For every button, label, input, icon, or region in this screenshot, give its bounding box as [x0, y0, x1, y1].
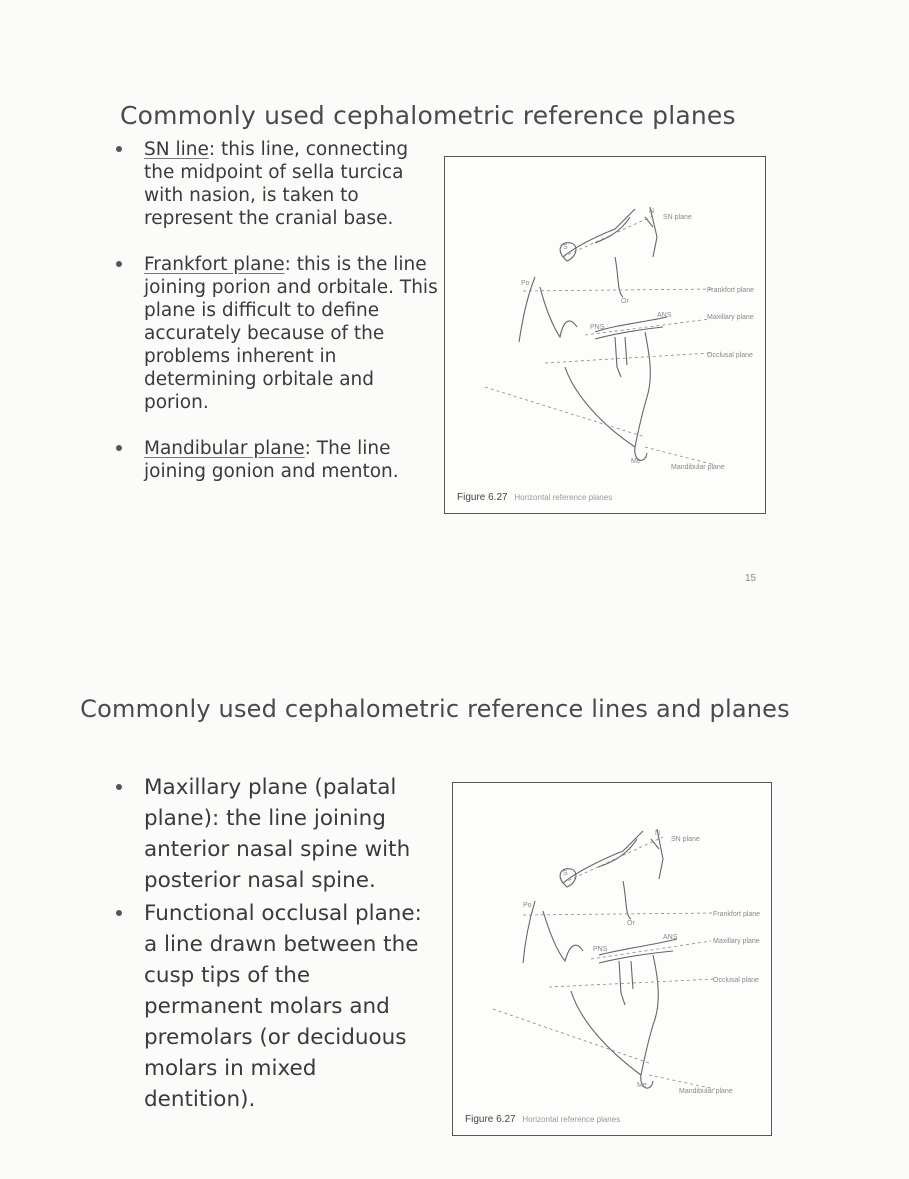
figure-2-caption-label: Figure 6.27	[465, 1114, 516, 1125]
term-maxillary-plane: Maxillary plane	[144, 775, 308, 800]
bullet-frankfort-plane	[118, 253, 438, 414]
bullet-dot-icon	[116, 445, 122, 451]
bullet-dot-icon	[116, 261, 122, 267]
definition-sn-line: : this line, connecting the midpoint of sella turcica with nasion, is taken to represent the cranial base.	[144, 139, 409, 229]
slide-2-title: Commonly used cephalometric reference lines and planes	[80, 695, 790, 724]
label-s: S	[563, 870, 568, 877]
label-s: S	[563, 244, 568, 251]
label-mandibular-plane: Mandibular plane	[671, 464, 725, 471]
definition-functional-occlusal-plane: : a line drawn between the cusp tips of the permanent molars and premolars (or deciduous molars in mixed dentition).	[144, 901, 422, 1112]
bullet-maxillary-plane	[118, 772, 428, 896]
label-maxillary-plane: Maxillary plane	[707, 314, 754, 321]
bullet-dot-icon	[116, 910, 122, 916]
label-po: Po	[521, 280, 530, 287]
bullet-sn-line	[118, 138, 438, 230]
label-n: N	[655, 830, 661, 837]
label-frankfort-plane: Frankfort plane	[707, 287, 755, 294]
slide-1-bullet-list	[118, 138, 438, 506]
figure-2-caption-text: Horizontal reference planes	[522, 1115, 621, 1124]
bullet-dot-icon	[116, 784, 122, 790]
label-ans: ANS	[663, 934, 678, 941]
label-maxillary-plane: Maxillary plane	[713, 938, 760, 945]
label-or: Or	[627, 920, 635, 927]
slide-2	[0, 640, 909, 1179]
skull-tracing-illustration	[453, 783, 771, 1135]
bullet-dot-icon	[116, 146, 122, 152]
definition-maxillary-plane: (palatal plane): the line joining anterior nasal spine with posterior nasal spine.	[144, 775, 411, 893]
label-me: Me	[631, 458, 641, 465]
term-functional-occlusal-plane: Functional occlusal plane	[144, 901, 415, 926]
label-pns: PNS	[593, 946, 608, 953]
term-mandibular-plane: Mandibular plane	[144, 438, 305, 459]
label-mandibular-plane: Mandibular plane	[679, 1088, 733, 1095]
bullet-functional-occlusal-plane	[118, 898, 428, 1115]
term-sn-line: SN line	[144, 139, 209, 160]
figure-1-caption	[457, 492, 612, 503]
figure-1-caption-label: Figure 6.27	[457, 492, 508, 503]
page-number: 15	[745, 573, 757, 584]
definition-frankfort-plane: : this is the line joining porion and orbitale. This plane is difficult to define accurately because of the problems inherent in determining orbitale and porion.	[144, 254, 438, 413]
label-n: N	[649, 208, 655, 215]
slide-2-bullet-list	[118, 772, 428, 1117]
label-occlusal-plane: Occlusal plane	[707, 352, 753, 359]
skull-tracing-illustration	[445, 157, 765, 513]
label-me: Me	[637, 1082, 647, 1089]
label-or: Or	[621, 298, 629, 305]
bullet-mandibular-plane	[118, 437, 438, 483]
term-frankfort-plane: Frankfort plane	[144, 254, 285, 275]
figure-2-caption	[465, 1114, 620, 1125]
label-sn-plane: SN plane	[663, 214, 692, 221]
label-po: Po	[523, 902, 532, 909]
label-occlusal-plane: Occlusal plane	[713, 977, 759, 984]
slide-1-title: Commonly used cephalometric reference planes	[120, 100, 736, 130]
label-sn-plane: SN plane	[671, 836, 700, 843]
label-frankfort-plane: Frankfort plane	[713, 911, 761, 918]
definition-mandibular-plane: : The line joining gonion and menton.	[144, 438, 399, 482]
label-ans: ANS	[657, 312, 672, 319]
label-pns: PNS	[590, 324, 605, 331]
cephalometric-figure-1	[444, 156, 766, 514]
cephalometric-figure-2	[452, 782, 772, 1136]
figure-1-caption-text: Horizontal reference planes	[514, 493, 613, 502]
